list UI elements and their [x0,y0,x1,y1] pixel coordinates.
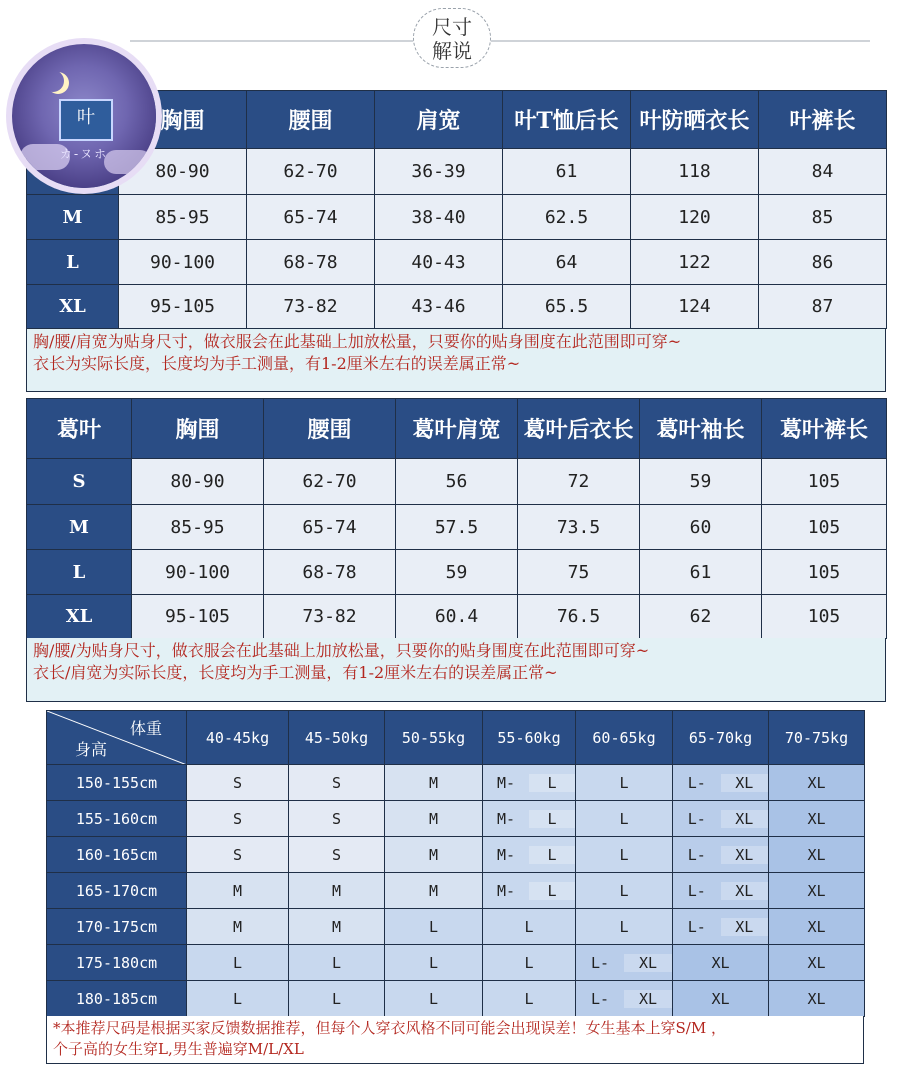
size-label: S [27,459,132,505]
height-label: 155-160cm [47,801,187,837]
corner-cell [47,711,187,765]
table-cell: 59 [396,550,518,595]
size-cell [673,801,769,837]
table-cell: 95-105 [119,285,247,329]
size-range-high: L [529,774,575,792]
height-label: 175-180cm [47,945,187,981]
table-cell: 56 [396,459,518,505]
note-line: 个子高的女生穿L,男生普遍穿M/L/XL [53,1040,304,1058]
size-cell: L [576,801,673,837]
note-line: 衣长为实际长度，长度均为手工测量，有1-2厘米左右的误差属正常~ [33,354,521,373]
table-cell: 62-70 [247,149,375,195]
table-cell: 61 [640,550,762,595]
table-cell: 40-43 [375,240,503,285]
size-range-low: L- [590,989,610,1008]
table-row [27,459,887,505]
size-range [673,846,768,864]
size-cell: L [385,945,483,981]
height-label: 165-170cm [47,873,187,909]
size-label: XL [27,595,132,639]
size-cell: L [187,945,289,981]
size-cell: L [576,909,673,945]
table-cell: 87 [759,285,887,329]
header-divider [130,40,870,42]
table-cell: 38-40 [375,195,503,240]
height-axis-label: 身高 [75,740,108,759]
page-title [413,8,491,68]
column-header: 叶防晒衣长 [631,91,759,149]
size-cell: M [289,873,385,909]
column-header: 葛叶后衣长 [518,399,640,459]
table-cell: 73-82 [247,285,375,329]
size-cell: M [187,909,289,945]
column-header: 胸围 [119,91,247,149]
size-range [483,846,575,864]
title-line-2: 解说 [432,39,472,63]
table-row [47,909,865,945]
size-range [673,810,768,828]
table-cell: 65-74 [247,195,375,240]
table-cell: 62 [640,595,762,639]
note-line: 胸/腰/肩宽为贴身尺寸，做衣服会在此基础上加放松量，只要你的贴身围度在此范围即可穿~ [33,332,682,351]
table-cell: 80-90 [132,459,264,505]
table-cell: 122 [631,240,759,285]
size-range-high: L [529,810,575,828]
size-cell: L [385,981,483,1017]
table-cell: 60.4 [396,595,518,639]
size-cell: XL [769,801,865,837]
size-cell: S [187,837,289,873]
size-table-geye [26,398,887,639]
table-cell: 73.5 [518,505,640,550]
weight-axis-label: 体重 [129,719,162,738]
table-cell: 84 [759,149,887,195]
size-range-high: XL [721,846,769,864]
header-row [47,711,865,765]
size-cell: L [289,981,385,1017]
size-range-high: XL [721,918,769,936]
size-cell [673,873,769,909]
size-range [483,774,575,792]
table-cell: 62-70 [264,459,396,505]
size-cell [483,765,576,801]
size-cell: XL [769,981,865,1017]
size-cell: M [289,909,385,945]
size-cell: S [289,837,385,873]
size-range [673,882,768,900]
size-cell [576,981,673,1017]
size-cell: XL [673,945,769,981]
table-row [27,505,887,550]
corner-cell: 葛叶 [27,399,132,459]
weight-header: 70-75kg [769,711,865,765]
weight-header: 65-70kg [673,711,769,765]
size-range-low: L- [687,809,706,828]
size-label: M [27,505,132,550]
logo-box: 叶 [59,99,113,141]
table-cell: 60 [640,505,762,550]
table-row [47,837,865,873]
size-range-low: M- [496,881,516,900]
table-cell: 85 [759,195,887,240]
size-cell: L [187,981,289,1017]
column-header: 葛叶袖长 [640,399,762,459]
column-header: 胸围 [132,399,264,459]
size-label: XL [27,285,119,329]
table-cell: 120 [631,195,759,240]
table-cell: 118 [631,149,759,195]
size-range-low: L- [687,773,706,792]
size-cell [673,837,769,873]
size-cell: L [483,945,576,981]
size-cell: L [483,909,576,945]
table-cell: 73-82 [264,595,396,639]
size-range-low: M- [496,773,516,792]
table-row [47,765,865,801]
size-cell [483,837,576,873]
size-cell: L [576,765,673,801]
size-range-high: L [529,882,575,900]
size-label: L [27,240,119,285]
table-cell: 105 [762,505,887,550]
size-cell: S [289,801,385,837]
table-cell: 105 [762,550,887,595]
height-label: 150-155cm [47,765,187,801]
size-cell: L [576,873,673,909]
header-row [27,399,887,459]
column-header: 腰围 [264,399,396,459]
size-cell: M [385,765,483,801]
size-range [483,882,575,900]
size-cell [483,873,576,909]
size-range [576,954,672,972]
size-cell [576,945,673,981]
size-cell: L [385,909,483,945]
table-cell: 86 [759,240,887,285]
size-label: L [27,550,132,595]
size-cell: M [187,873,289,909]
table-cell: 124 [631,285,759,329]
brand-logo [12,44,156,188]
size-note-ye [26,329,886,392]
weight-header: 55-60kg [483,711,576,765]
table-cell: 80-90 [119,149,247,195]
table-cell: 68-78 [247,240,375,285]
size-range-high: XL [624,990,672,1008]
table-cell: 105 [762,595,887,639]
table-cell: 68-78 [264,550,396,595]
size-range [483,810,575,828]
table-row [27,195,887,240]
size-range-low: L- [687,881,706,900]
table-cell: 76.5 [518,595,640,639]
table-cell: 95-105 [132,595,264,639]
table-row [27,595,887,639]
size-range-high: XL [721,810,769,828]
size-range [673,918,768,936]
note-line: *本推荐尺码是根据买家反馈数据推荐，但每个人穿衣风格不同可能会出现误差！女生基本上穿S/M ， [53,1019,726,1037]
column-header: 叶裤长 [759,91,887,149]
height-label: 180-185cm [47,981,187,1017]
weight-header: 45-50kg [289,711,385,765]
size-cell: L [576,837,673,873]
table-cell: 65.5 [503,285,631,329]
table-cell: 105 [762,459,887,505]
size-cell: M [385,873,483,909]
size-range-high: XL [721,882,769,900]
size-cell: XL [673,981,769,1017]
logo-brand-text: カ-ヌホ [59,147,109,161]
size-cell [673,909,769,945]
height-label: 170-175cm [47,909,187,945]
recommendation-note [46,1016,864,1064]
size-range-high: L [529,846,575,864]
table-cell: 43-46 [375,285,503,329]
size-cell: XL [769,873,865,909]
weight-header: 60-65kg [576,711,673,765]
table-cell: 57.5 [396,505,518,550]
table-cell: 64 [503,240,631,285]
size-cell: XL [769,765,865,801]
size-cell: S [289,765,385,801]
weight-header: 50-55kg [385,711,483,765]
table-cell: 75 [518,550,640,595]
size-cell: XL [769,837,865,873]
height-label: 160-165cm [47,837,187,873]
size-range-low: L- [590,953,610,972]
size-range-high: XL [721,774,769,792]
table-cell: 61 [503,149,631,195]
table-cell: 85-95 [119,195,247,240]
weight-header: 40-45kg [187,711,289,765]
column-header: 肩宽 [375,91,503,149]
column-header: 腰围 [247,91,375,149]
size-cell: S [187,765,289,801]
table-cell: 90-100 [119,240,247,285]
table-cell: 85-95 [132,505,264,550]
table-row [27,285,887,329]
size-range-low: L- [687,917,706,936]
size-range-low: M- [496,845,516,864]
moon-icon [42,70,64,92]
size-range-high: XL [624,954,672,972]
size-cell [483,801,576,837]
size-range-low: M- [496,809,516,828]
diagonal-divider [47,711,187,765]
size-recommendation-table [46,710,865,1017]
title-line-1: 尺寸 [432,15,472,39]
size-cell [673,765,769,801]
table-row [47,801,865,837]
column-header: 叶T恤后长 [503,91,631,149]
size-cell: M [385,837,483,873]
table-row [47,981,865,1017]
size-label: M [27,195,119,240]
table-cell: 62.5 [503,195,631,240]
table-cell: 65-74 [264,505,396,550]
size-cell: M [385,801,483,837]
table-cell: 36-39 [375,149,503,195]
table-cell: 72 [518,459,640,505]
column-header: 葛叶裤长 [762,399,887,459]
size-range [576,990,672,1008]
column-header: 葛叶肩宽 [396,399,518,459]
table-row [47,945,865,981]
size-range-low: L- [687,845,706,864]
table-row [47,873,865,909]
size-cell: L [289,945,385,981]
size-cell: XL [769,909,865,945]
size-range [673,774,768,792]
table-cell: 59 [640,459,762,505]
size-cell: S [187,801,289,837]
size-cell: XL [769,945,865,981]
note-line: 胸/腰/为贴身尺寸，做衣服会在此基础上加放松量，只要你的贴身围度在此范围即可穿~ [33,641,650,660]
size-note-geye [26,638,886,702]
table-row [27,240,887,285]
table-row [27,550,887,595]
note-line: 衣长/肩宽为实际长度，长度均为手工测量，有1-2厘米左右的误差属正常~ [33,663,558,682]
table-cell: 90-100 [132,550,264,595]
size-cell: L [483,981,576,1017]
